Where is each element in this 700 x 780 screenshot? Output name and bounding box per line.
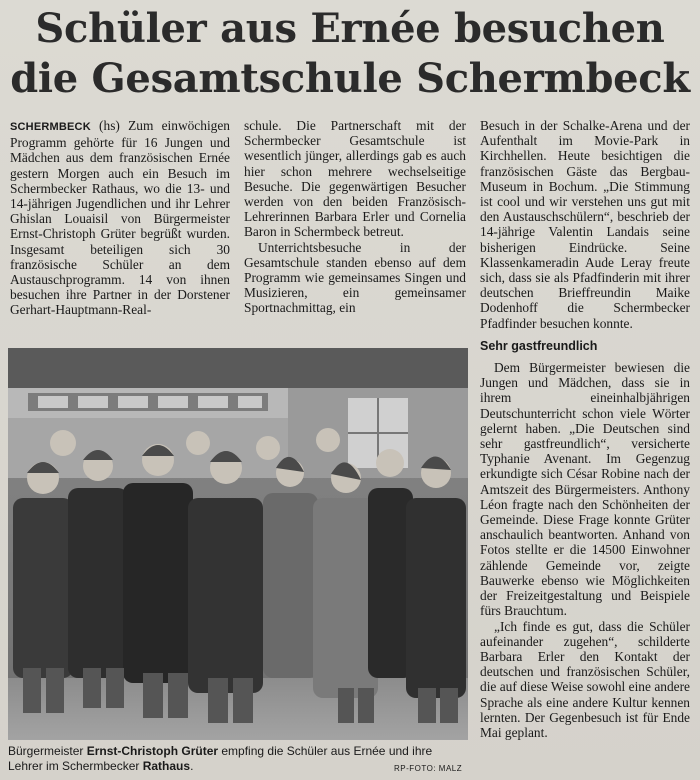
caption-name: Ernst-Christoph Grüter	[86, 744, 219, 758]
photo-credit: RP-FOTO: MALZ	[394, 764, 463, 773]
lead-paragraph	[10, 118, 230, 318]
lead-paragraph-text: (hs) Zum einwöchigen Programm gehörte für 16 Jungen und Mädchen aus dem französischen Ernée gestern Morgen auch ein Besuch im Schermbecker Rathaus, wo die 13- und 14-jährigen Jugendlichen und ihr Lehrer Ghislan Louaisil von Bürgermeister Ernst-Christoph Grüter begrüßt wurden. Insgesamt beteiligen sich 30 französische Schüler an dem Austauschprogramm. 14 von ihnen besuchen ihre Partner in der Dorstener Gerhart-Hauptmann-Real-	[10, 118, 230, 318]
paragraph: Dem Bürgermeister bewiesen die Jungen und Mädchen, dass sie in ihrem eineinhalbjährigen Deutschunterricht schon viele Wörter gelernt haben. „Die Deutschen sind sehr gastfreundlich“, versicherte Typhanie Avenant. Im Gegenzug erkundigte sich César Robine nach der Amtszeit des Bürgermeisters. Anthony Léon fragte nach den Schönheiten der Gemeinde. Diese Frage konnte Grüter anschaulich beantworten. Anhand von Fotos stellte er die 14500 Einwohner zählende Gemeinde vor, zeigte Bauwerke ebenso wie Möglichkeiten der Freizeitgestaltung und Beispiele fürs Brauchtum.	[480, 360, 690, 619]
dateline: SCHERMBECK	[10, 121, 91, 133]
group-photo	[8, 348, 468, 740]
headline	[0, 4, 700, 104]
paragraph: „Ich finde es gut, dass die Schüler aufeinander zugehen“, schilderte Barbara Erler den Kontakt der deutschen und französischen Schüler, die auf diese Weise sowohl eine andere Sprache als eine andere Kultur kennen lernten. Der Gegenbesuch ist für Ende Mai geplant.	[480, 618, 690, 740]
headline-line-1: Schüler aus Ernée besuchen	[35, 5, 665, 52]
paragraph: Besuch in der Schalke-Arena und der Aufenthalt im Movie-Park in Kirchhellen. Heute besichtigen die französischen Gäste das Bergbau-Museum in Bochum. „Die Stimmung ist cool und wir verstehen uns gut mit den Austauschschülern“, beschrieb der 14-jährige Valentin Landais seine bisherigen Eindrücke. Seine Klassenkameradin Aude Leray freute sich, dass sie als Pfadfinderin mit ihrer deutschen Brieffreundin Maike Dodenhoff die Schermbecker Pfadfinder besuchen konnte.	[480, 118, 690, 331]
subheading: Sehr gastfreundlich	[480, 338, 598, 353]
caption-text: .	[190, 759, 194, 773]
article-column-1	[10, 118, 230, 318]
paragraph: Unterrichtsbesuche in der Gesamtschule standen ebenso auf dem Programm wie gemeinsames Singen und Musizieren, ein gemeinsamer Sportnachmittag, ein	[244, 239, 466, 316]
article-column-2	[244, 118, 466, 316]
article-column-3	[480, 118, 690, 740]
caption-text: Bürgermeister	[8, 744, 87, 758]
paragraph: schule. Die Partnerschaft mit der Schermbecker Gesamtschule ist wesentlich jünger, allerdings gab es auch hier schon mehrere wechselseitige Besuche. Die gegenwärtigen Besucher werden von den beiden Französisch-Lehrerinnen Barbara Erler und Cornelia Baron in Schermbeck betreut.	[244, 118, 466, 240]
caption-text: empfing die Schüler aus Ernée und ihre Lehrer im Schermbecker	[8, 744, 433, 773]
headline-line-2: die Gesamtschule Schermbeck	[10, 55, 690, 102]
caption-place: Rathaus	[142, 759, 191, 773]
group-photo-image	[8, 348, 468, 740]
